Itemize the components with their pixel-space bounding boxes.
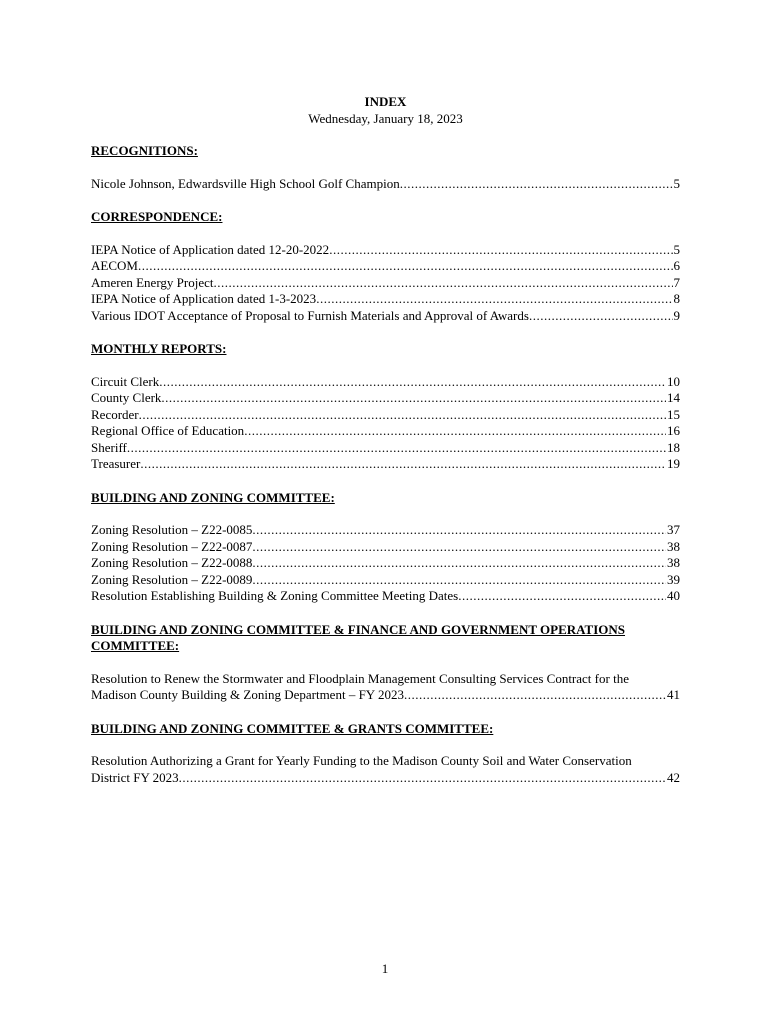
entry-label: Recorder [91,406,139,422]
dot-leader [161,390,666,407]
index-entry [91,456,680,473]
section-heading-bz-grants: BUILDING AND ZONING COMMITTEE & GRANTS COMMITTEE: [91,720,494,736]
entry-label: Circuit Clerk [91,373,160,389]
entry-page: 18 [667,439,680,455]
section-bz-finance [91,671,680,704]
index-entry [91,407,680,424]
entry-page: 15 [667,406,680,422]
entry-page: 16 [667,423,680,438]
index-entry [91,572,680,589]
entry-label-line1: Resolution Authorizing a Grant for Yearly Funding to the Madison County Soil and Water Conservation [91,753,632,768]
entry-label: Ameren Energy Project [91,274,214,290]
entry-page: 14 [667,390,680,405]
index-entry [91,308,680,325]
dot-leader [179,770,666,787]
entry-label: Regional Office of Education [91,423,245,438]
index-entry [91,687,680,704]
entry-page: 37 [667,522,680,537]
index-entry [91,770,680,787]
dot-leader [244,423,666,440]
meeting-date: Wednesday, January 18, 2023 [308,110,463,126]
dot-leader [138,258,673,275]
index-entry [91,555,680,572]
index-entry [91,242,680,259]
dot-leader [458,588,666,605]
section-heading-monthly-reports: MONTHLY REPORTS: [91,341,227,356]
entry-label-line2: Madison County Building & Zoning Department – FY 2023 [91,687,404,702]
entry-page: 39 [667,571,680,587]
entry-page: 7 [673,274,680,290]
section-recognitions [91,176,680,193]
dot-leader [329,242,672,259]
section-building-zoning [91,522,680,605]
entry-label: AECOM [91,258,138,273]
entry-page: 9 [673,307,680,323]
index-entry [91,440,680,457]
entry-label: Zoning Resolution – Z22-0087 [91,538,253,554]
entry-page: 19 [667,456,680,471]
section-correspondence [91,242,680,325]
section-heading-recognitions: RECOGNITIONS: [91,143,198,158]
dot-leader [140,456,666,473]
dot-leader [159,374,666,391]
entry-label: Treasurer [91,456,141,471]
entry-label: IEPA Notice of Application dated 1-3-2023 [91,291,317,306]
page-title: INDEX [364,94,407,109]
dot-leader [400,176,673,193]
section-monthly-reports [91,374,680,473]
dot-leader [252,522,666,539]
dot-leader [214,275,673,292]
dot-leader [529,308,673,325]
entry-label-line1: Resolution to Renew the Stormwater and Floodplain Management Consulting Services Contract for the [91,670,629,686]
entry-page: 10 [667,373,680,389]
index-page [91,94,680,786]
entry-label: County Clerk [91,390,162,405]
entry-label: IEPA Notice of Application dated 12-20-2022 [91,241,330,257]
entry-label: Nicole Johnson, Edwardsville High School Golf Champion [91,175,400,191]
dot-leader [316,291,672,308]
index-entry [91,390,680,407]
entry-label: Resolution Establishing Building & Zoning Committee Meeting Dates [91,588,459,603]
section-heading-building-zoning: BUILDING AND ZONING COMMITTEE: [91,489,335,505]
section-heading-bz-finance: BUILDING AND ZONING COMMITTEE & FINANCE AND GOVERNMENT OPERATIONS COMMITTEE: [91,621,626,653]
entry-label-line2: District FY 2023 [91,769,179,785]
dot-leader [252,555,666,572]
index-entry [91,176,680,193]
dot-leader [404,687,666,704]
index-entry [91,258,680,275]
index-entry [91,588,680,605]
entry-page: 6 [673,258,680,273]
entry-label: Zoning Resolution – Z22-0085 [91,522,253,537]
page-number: 1 [381,961,389,976]
entry-page: 5 [673,241,680,257]
index-entry [91,423,680,440]
entry-page: 38 [667,555,680,570]
entry-label: Sheriff [91,439,127,455]
dot-leader [127,440,666,457]
dot-leader [139,407,666,424]
dot-leader [252,539,666,556]
entry-page: 40 [667,588,680,603]
dot-leader [252,572,666,589]
entry-label: Various IDOT Acceptance of Proposal to Furnish Materials and Approval of Awards [91,307,529,323]
section-heading-correspondence: CORRESPONDENCE: [91,209,223,224]
entry-page: 38 [667,538,680,554]
entry-page: 42 [667,769,680,785]
index-entry [91,291,680,308]
section-bz-grants [91,753,680,786]
index-entry [91,374,680,391]
index-entry [91,522,680,539]
entry-label: Zoning Resolution – Z22-0088 [91,555,253,570]
entry-page: 41 [667,687,680,702]
entry-page: 5 [673,175,680,191]
entry-page: 8 [673,291,680,306]
entry-label: Zoning Resolution – Z22-0089 [91,571,253,587]
index-entry [91,275,680,292]
index-entry [91,539,680,556]
